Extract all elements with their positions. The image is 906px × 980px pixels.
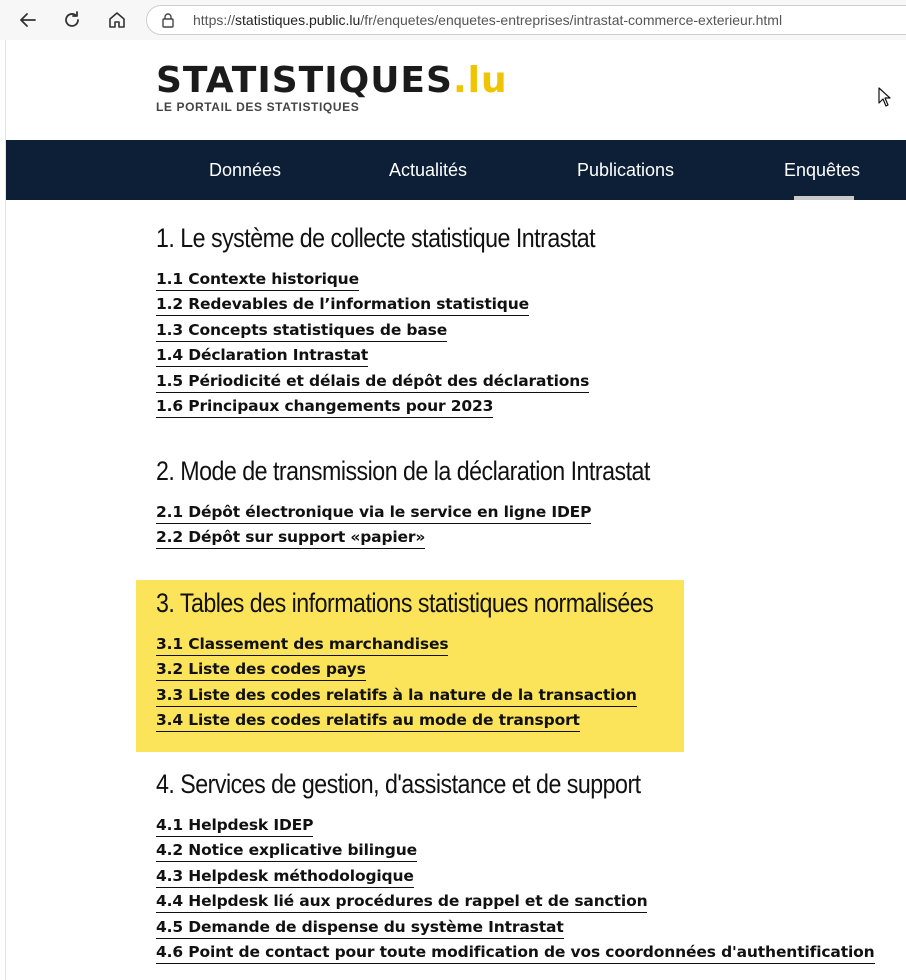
back-arrow-icon[interactable] xyxy=(14,6,42,34)
section-link[interactable]: 1.1 Contexte historique xyxy=(156,270,359,291)
section-heading: 3. Tables des informations statistiques normalisées xyxy=(156,588,654,618)
nav-item-enquetes[interactable]: Enquêtes xyxy=(784,160,861,180)
section-link[interactable]: 2.1 Dépôt électronique via le service en ligne IDEP xyxy=(156,503,591,524)
list-item xyxy=(156,396,667,421)
section-heading: 1. Le système de collecte statistique Intrastat xyxy=(156,223,596,253)
nav-item-actualites[interactable]: Actualités xyxy=(389,160,468,180)
section-link[interactable]: 3.4 Liste des codes relatifs au mode de transport xyxy=(156,711,580,732)
section-link[interactable]: 3.2 Liste des codes pays xyxy=(156,660,366,681)
browser-toolbar xyxy=(0,0,906,40)
list-item xyxy=(156,527,730,552)
section-heading: 4. Services de gestion, d'assistance et de support xyxy=(156,769,641,799)
list-item xyxy=(156,502,730,527)
section-link[interactable]: 4.4 Helpdesk lié aux procédures de rappel et de sanction xyxy=(156,892,647,913)
address-bar[interactable] xyxy=(146,5,906,35)
section-link-list xyxy=(156,502,730,553)
section-link[interactable]: 4.3 Helpdesk méthodologique xyxy=(156,867,414,888)
site-logo[interactable] xyxy=(156,62,508,114)
section-link[interactable]: 1.4 Déclaration Intrastat xyxy=(156,346,368,367)
logo-main-text: STATISTIQUES xyxy=(156,60,453,101)
section-4 xyxy=(156,766,875,967)
home-icon[interactable] xyxy=(103,6,131,34)
section-link[interactable]: 4.1 Helpdesk IDEP xyxy=(156,816,313,837)
list-item xyxy=(156,891,875,916)
list-item xyxy=(156,371,667,396)
list-item xyxy=(156,710,734,735)
reload-icon[interactable] xyxy=(58,6,86,34)
list-item xyxy=(156,942,875,967)
list-item xyxy=(156,320,667,345)
url-text xyxy=(193,12,782,28)
logo-tagline: LE PORTAIL DES STATISTIQUES xyxy=(156,100,360,114)
url-scheme: https:// xyxy=(193,12,236,28)
section-1 xyxy=(156,220,667,421)
main-content xyxy=(6,200,906,980)
list-item xyxy=(156,685,734,710)
url-host: statistiques.public.lu xyxy=(235,12,361,28)
section-3 xyxy=(156,585,734,736)
list-item xyxy=(156,840,875,865)
section-2 xyxy=(156,453,730,553)
list-item xyxy=(156,659,734,684)
url-path: /fr/enquetes/enquetes-entreprises/intrastat-commerce-exterieur.html xyxy=(360,12,783,28)
logo-wordmark xyxy=(156,62,508,100)
list-item xyxy=(156,634,734,659)
site-header xyxy=(6,40,906,140)
list-item xyxy=(156,866,875,891)
section-link[interactable]: 4.5 Demande de dispense du système Intrastat xyxy=(156,918,564,939)
section-link-list xyxy=(156,634,734,736)
logo-tld: .lu xyxy=(452,60,508,101)
section-link[interactable]: 1.3 Concepts statistiques de base xyxy=(156,321,447,342)
section-link[interactable]: 3.3 Liste des codes relatifs à la nature de la transaction xyxy=(156,686,637,707)
list-item xyxy=(156,815,875,840)
section-link[interactable]: 4.2 Notice explicative bilingue xyxy=(156,841,417,862)
section-link[interactable]: 2.2 Dépôt sur support «papier» xyxy=(156,528,425,549)
section-link[interactable]: 3.1 Classement des marchandises xyxy=(156,635,448,656)
main-nav xyxy=(6,140,906,200)
section-link[interactable]: 1.2 Redevables de l’information statistique xyxy=(156,295,529,316)
list-item xyxy=(156,269,667,294)
list-item xyxy=(156,294,667,319)
list-item xyxy=(156,345,667,370)
section-link[interactable]: 4.6 Point de contact pour toute modification de vos coordonnées d'authentification xyxy=(156,943,875,964)
web-page xyxy=(5,40,906,980)
section-link-list xyxy=(156,269,667,421)
mouse-cursor-icon xyxy=(878,87,892,111)
section-link-list xyxy=(156,815,875,967)
nav-item-donnees[interactable]: Données xyxy=(209,160,282,180)
nav-item-publications[interactable]: Publications xyxy=(577,160,675,180)
section-link[interactable]: 1.5 Périodicité et délais de dépôt des déclarations xyxy=(156,372,589,393)
section-heading: 2. Mode de transmission de la déclaration Intrastat xyxy=(156,456,650,486)
lock-icon[interactable] xyxy=(161,12,177,28)
section-link[interactable]: 1.6 Principaux changements pour 2023 xyxy=(156,397,493,418)
list-item xyxy=(156,917,875,942)
